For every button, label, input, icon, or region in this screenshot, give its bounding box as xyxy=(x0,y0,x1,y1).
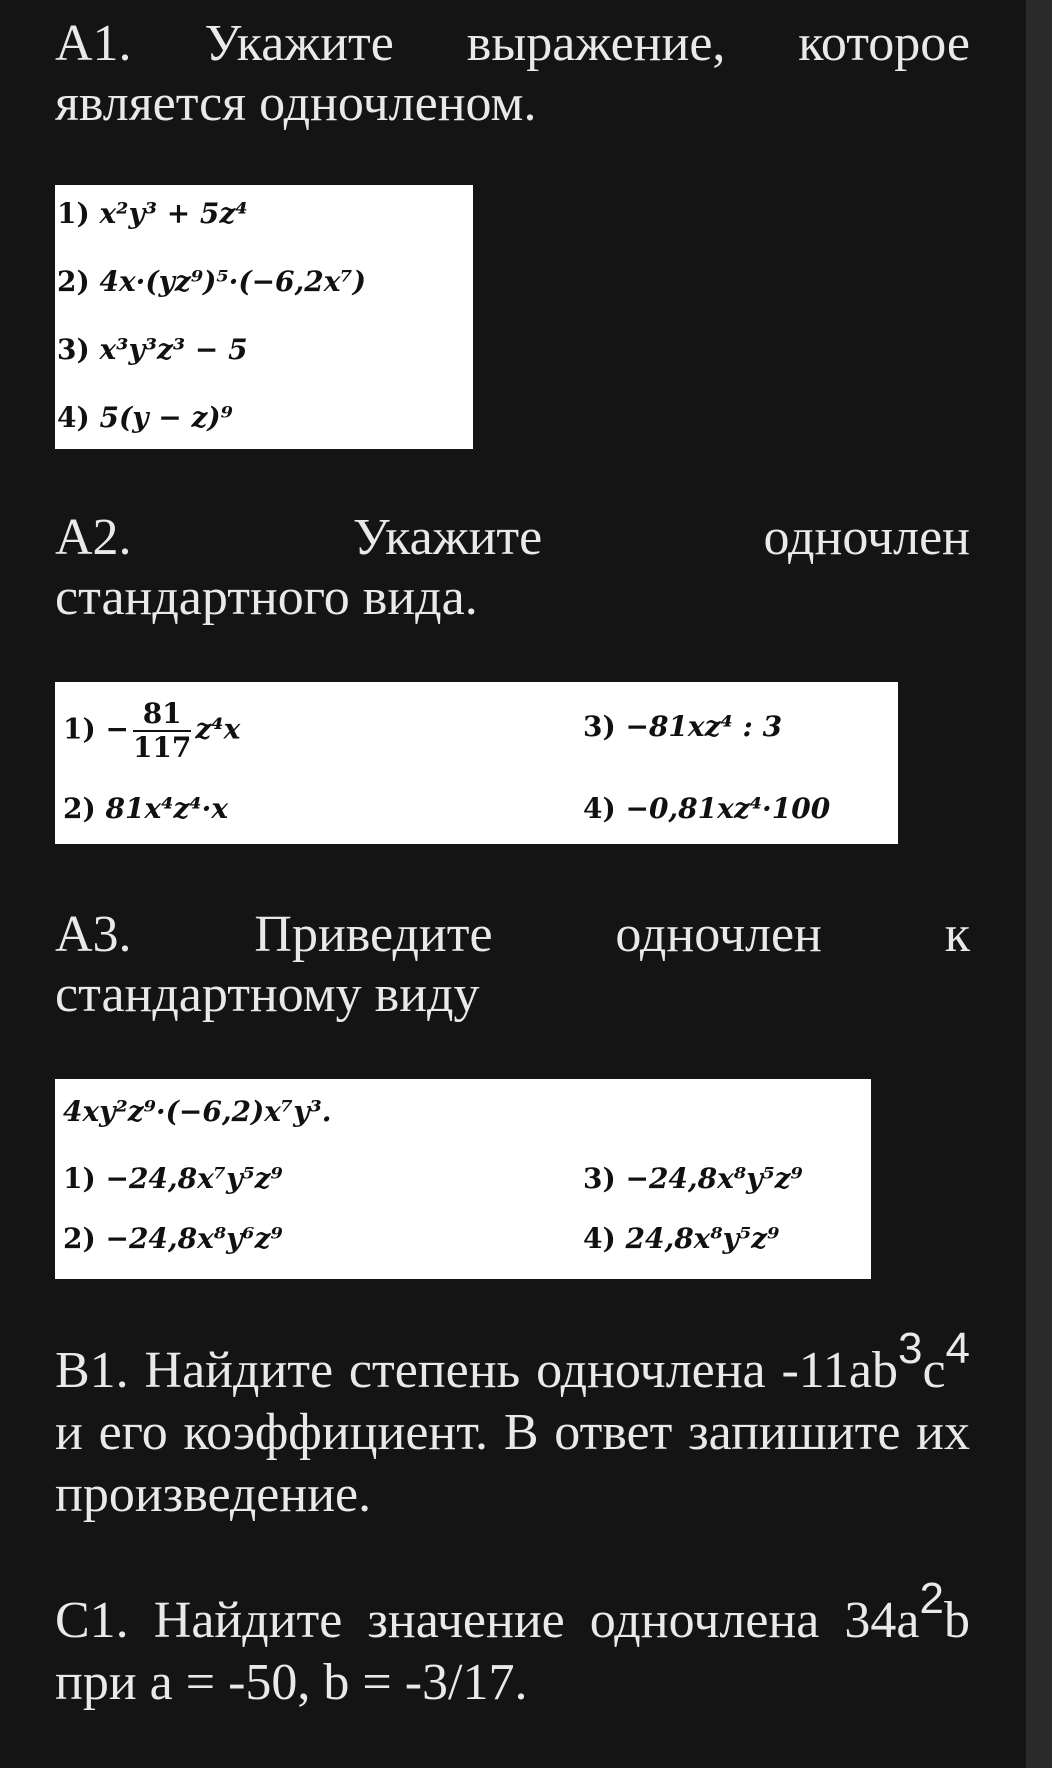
question-a3-line2: стандартному виду xyxy=(55,966,480,1023)
a1-option-1[interactable]: 1) x²y³ + 5z⁴ xyxy=(57,197,248,230)
question-b1-text-before: Найдите степень одночлена xyxy=(144,1342,766,1399)
question-b1 xyxy=(55,1323,971,1526)
question-a1-label: А1. xyxy=(55,15,132,72)
a1-option-4[interactable]: 4) 5(y − z)⁹ xyxy=(57,401,233,434)
question-c1-text-after: при a = -50, b = -3/17. xyxy=(55,1654,528,1711)
a2-option-2[interactable]: 2) 81x⁴z⁴·x xyxy=(63,792,229,825)
a2-option-3[interactable]: 3) −81xz⁴ : 3 xyxy=(583,710,783,743)
question-a3-word3: к xyxy=(944,906,970,963)
question-a2 xyxy=(55,508,970,628)
scrollbar-track[interactable] xyxy=(1026,0,1052,1768)
a1-option-3[interactable]: 3) x³y³z³ − 5 xyxy=(57,333,248,366)
question-a2-word1: Укажите xyxy=(352,509,543,566)
a1-option-2[interactable]: 2) 4x·(yz⁹)⁵·(−6,2x⁷) xyxy=(57,265,366,298)
a2-option-1[interactable]: 1) − $\frac{81}{117}$ z⁴x xyxy=(63,697,241,764)
question-a2-options-image xyxy=(55,682,898,844)
question-c1-text-before: Найдите значение одночлена xyxy=(153,1592,820,1649)
a2-option-4[interactable]: 4) −0,81xz⁴·100 xyxy=(583,792,831,825)
question-a1 xyxy=(55,14,970,134)
question-a2-line2: стандартного вида. xyxy=(55,569,478,626)
a3-option-2[interactable]: 2) −24,8x⁸y⁶z⁹ xyxy=(63,1222,283,1255)
question-a3-word1: Приведите xyxy=(254,906,493,963)
a2-option-1-fraction: $\frac{81}{117}$ xyxy=(132,697,192,764)
question-a1-options-image xyxy=(55,185,473,449)
question-a3-word2: одночлен xyxy=(615,906,822,963)
question-c1-monomial: $34a^2b$ xyxy=(844,1573,970,1649)
question-b1-label: В1. xyxy=(55,1342,129,1399)
question-b1-text-after: и его коэффициент. В ответ запишите их произведение. xyxy=(55,1404,970,1523)
a3-option-3[interactable]: 3) −24,8x⁸y⁵z⁹ xyxy=(583,1162,803,1195)
question-c1-label: С1. xyxy=(55,1592,129,1649)
question-a3-options-image xyxy=(55,1079,871,1279)
a3-option-1[interactable]: 1) −24,8x⁷y⁵z⁹ xyxy=(63,1162,283,1195)
question-a2-word2: одночлен xyxy=(763,509,970,566)
question-c1 xyxy=(55,1573,970,1714)
question-a1-text: Укажите выражение, которое является одночленом. xyxy=(55,15,971,132)
question-a2-label: А2. xyxy=(55,509,132,566)
question-a3 xyxy=(55,905,970,1025)
question-a3-label: А3. xyxy=(55,906,132,963)
a3-given-expression: 4xy²z⁹·(−6,2)x⁷y³. xyxy=(63,1095,332,1128)
question-b1-monomial: $-11ab^3c^4$ xyxy=(781,1323,971,1399)
a3-option-4[interactable]: 4) 24,8x⁸y⁵z⁹ xyxy=(583,1222,780,1255)
